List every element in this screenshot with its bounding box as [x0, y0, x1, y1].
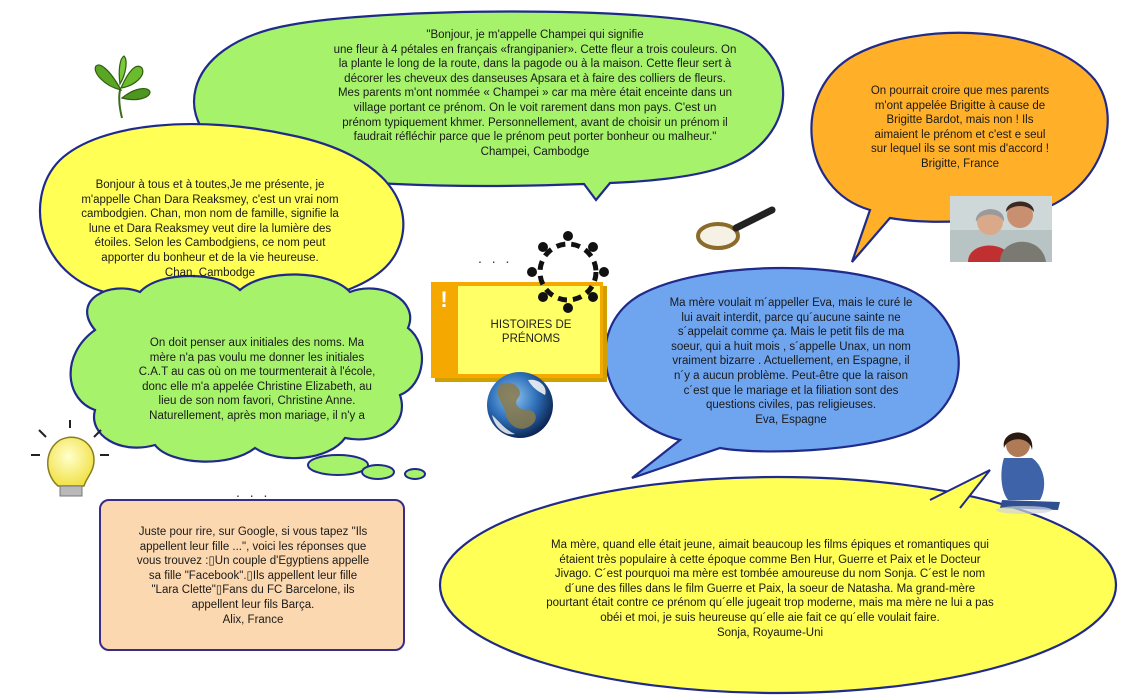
thought-dot-2: [362, 465, 394, 479]
text-christine: [112, 336, 402, 424]
champei-signature: Champei, Cambodge: [480, 145, 590, 158]
alix-line: appellent leur fils Barça.: [191, 598, 315, 611]
champei-line: Mes parents m'ont nommée « Champei » car ma mère était enceinte dans un: [337, 87, 733, 100]
eva-signature: Eva, Espagne: [755, 413, 827, 426]
christine-line: Naturellement, après mon mariage, il n'y a: [149, 409, 365, 422]
chan-signature: Chan, Cambodge: [164, 266, 256, 279]
chan-line: m'appelle Chan Dara Reaksmey, c'est un vrai nom: [81, 193, 339, 206]
brigitte-line: On pourrait croire que mes parents: [870, 85, 1050, 97]
sonja-line: Jivago. C´est pourquoi ma mère est tombée amoureuse du nom Sonja. C´est le nom: [554, 568, 986, 581]
brigitte-line: aimaient le prénom et c'est e seul: [874, 128, 1046, 141]
sonja-line: étaient très populaire à cette époque comme Ben Hur, Guerre et Paix et le Docteur: [559, 553, 981, 566]
ellipsis-left: . . .: [236, 484, 271, 500]
lightbulb-icon: [31, 420, 109, 496]
champei-line: faudrait réfléchir parce que le prénom peut porter bonheur ou malheur.": [353, 131, 717, 144]
couple-photo: [950, 196, 1052, 262]
eva-line: lui avait interdit, parce qu´aucune sainte ne: [681, 311, 901, 324]
champei-line: "Bonjour, je m'appelle Champei qui signifie: [426, 29, 644, 41]
text-eva: [646, 296, 936, 427]
sonja-line: Ma mère, quand elle était jeune, aimait beaucoup les films épiques et romantiques qui: [551, 539, 989, 551]
alix-line: vous trouvez :▯Un couple d'Egyptiens appelle: [136, 555, 370, 568]
text-brigitte: [840, 84, 1080, 172]
text-alix: [108, 525, 398, 627]
christine-line: mère n'a pas voulu me donner les initiales: [149, 351, 365, 364]
sonja-line: pourtant était contre ce prénom qu´elle jugeait trop moderne, mais ma mère ne lui a pas: [546, 597, 994, 610]
brigitte-line: sur lequel ils se sont mis d'accord !: [871, 143, 1049, 156]
eva-line: n´y a aucun problème. Peut-être que la raison: [674, 369, 908, 382]
alix-signature: Alix, France: [222, 613, 284, 626]
thought-dot-3: [405, 469, 425, 479]
champei-line: village portant ce prénom. On le voit rarement dans mon pays. C'est un: [353, 101, 717, 114]
sonja-line: obéi et moi, je suis heureuse qu´elle aie fait ce qu´elle voulait faire.: [600, 611, 940, 624]
alix-line: sa fille "Facebook".▯Ils appellent leur fille: [148, 569, 358, 582]
christine-line: On doit penser aux initiales des noms. Ma: [149, 337, 365, 349]
ellipsis-center: . . .: [478, 250, 513, 266]
chan-line: étoiles. Selon les Cambodgiens, ce nom peut: [94, 237, 326, 250]
eva-line: c´est que le mariage et la filiation sont des: [683, 384, 899, 397]
thought-dot-1: [308, 455, 368, 475]
sonja-signature: Sonja, Royaume-Uni: [716, 626, 824, 639]
champei-line: décorer les cheveux des danseuses Apsara et à faire des colliers de fleurs.: [344, 72, 726, 85]
text-chan: [60, 178, 360, 280]
eva-line: vraiment bizarre . Actuellement, en Espagne, il: [672, 355, 910, 368]
sonja-line: d´une des filles dans le film Guerre et Paix, la soeur de Natasha. Ma grand-mère: [564, 582, 976, 595]
chan-line: cambodgien. Chan, mon nom de famille, signifie la: [81, 208, 339, 221]
brigitte-line: Brigitte Bardot, mais non ! Ils: [886, 114, 1034, 127]
leaf-icon: [95, 56, 150, 118]
chan-line: lune et Dara Reaksmey veut dire la lumière des: [88, 222, 332, 235]
brigitte-signature: Brigitte, France: [921, 157, 999, 170]
christine-line: donc elle m'a appelée Christine Elizabeth, au: [142, 380, 372, 393]
page-title: HISTOIRES DE PRÉNOMS: [490, 319, 572, 345]
eva-line: Ma mère voulait m´appeller Eva, mais le curé le: [669, 297, 913, 309]
brigitte-line: m'ont appelée Brigitte à cause de: [874, 99, 1046, 112]
champei-line: la plante le long de la route, dans la pagode ou à la maison. Cette fleur sert à: [338, 58, 732, 71]
text-champei: [300, 28, 770, 159]
christine-line: lieu de son nom favori, Christine Anne.: [158, 395, 356, 408]
christine-line: C.A.T au cas où on me tourmenterait à l'école,: [138, 366, 376, 379]
alix-line: "Lara Clette"▯Fans du FC Barcelone, ils: [151, 584, 355, 597]
alix-line: appellent leur fille ...", voici les réponses que: [139, 540, 367, 553]
champei-line: une fleur à 4 pétales en français «frangipanier». Cette fleur a trois couleurs. On: [333, 43, 737, 56]
eva-line: s´appelait comme ça. Mais le petit fils de ma: [677, 326, 905, 339]
note-badge-mark: !: [440, 287, 448, 312]
globe-icon: [487, 372, 553, 438]
chan-line: Bonjour à tous et à toutes,Je me présente, je: [95, 179, 325, 191]
girl-figure: [996, 433, 1060, 515]
text-sonja: [500, 538, 1040, 640]
eva-line: soeur, qui a huit mois , s´appelle Unax, un nom: [671, 340, 911, 353]
chan-line: apporter du bonheur et de la vie heureuse.: [101, 251, 319, 264]
magnifier-icon: [698, 210, 772, 248]
eva-line: questions civiles, pas religieuses.: [705, 399, 877, 412]
champei-line: prénom typiquement khmer. Personnellement, avant de choisir un prénom il: [342, 116, 728, 129]
alix-line: Juste pour rire, sur Google, si vous tapez "Ils: [138, 526, 368, 538]
